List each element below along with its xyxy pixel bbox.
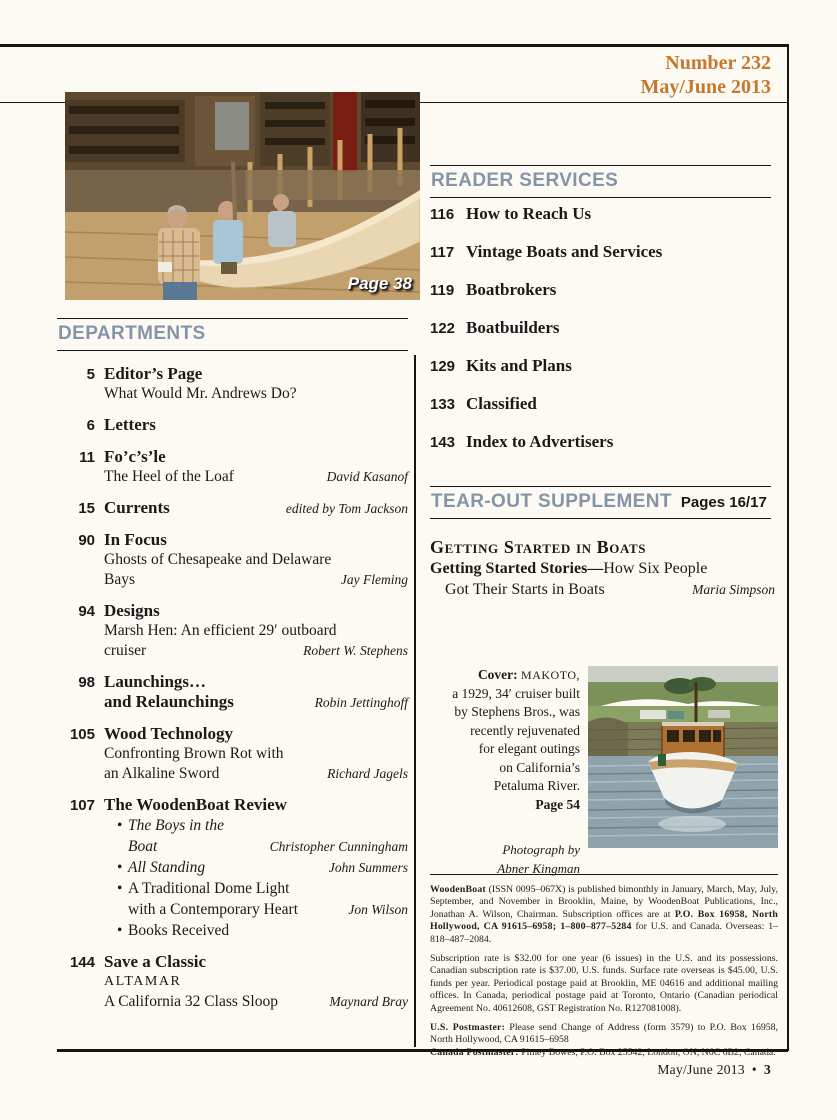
issue-header [430, 51, 771, 99]
workshop-photo-illustration [65, 92, 420, 300]
bullet-icon: • [751, 1062, 757, 1077]
bullet-icon: • [117, 817, 123, 834]
toc-entry-launchings: 98 Launchings… and Relaunchings Robin Jettinghoff [78, 672, 408, 711]
reader-services-entry: 119 Boatbrokers [430, 280, 557, 299]
tearout-heading: TEAR-OUT SUPPLEMENT Pages 16/17 [430, 486, 771, 519]
column-divider-rule [414, 355, 416, 1047]
footer-page-number: 3 [763, 1062, 771, 1077]
review-item: • All Standing John Summers [117, 859, 408, 876]
reader-services-heading: READER SERVICES [430, 165, 771, 198]
reader-services-entry: 117 Vintage Boats and Services [430, 242, 663, 261]
issue-number: Number 232 [665, 52, 771, 74]
toc-entry-save-a-classic: 144 Save a Classic ALTAMAR A California 32 Class Sloop Maynard Bray [69, 952, 408, 1010]
toc-entry-designs: 94 Designs Marsh Hen: An efficient 29′ outboard cruiser Robert W. Stephens [78, 601, 408, 659]
reader-services-entry: 143 Index to Advertisers [430, 432, 614, 451]
reader-services-entry: 116 How to Reach Us [430, 204, 592, 223]
toc-entry-in-focus: 90 In Focus Ghosts of Chesapeake and Delaware Bays Jay Fleming [78, 530, 408, 588]
page-footer [657, 1062, 771, 1078]
toc-entry-editors-page: 5 Editor’s Page What Would Mr. Andrews Do? [86, 364, 297, 402]
toc-entry-wood-technology: 105 Wood Technology Confronting Brown Rot with an Alkaline Sword Richard Jagels [69, 724, 408, 782]
issue-date: May/June 2013 [640, 76, 771, 98]
workshop-photo-caption: Page 38 [347, 274, 412, 293]
bullet-icon: • [117, 880, 123, 897]
cover-photo-illustration [588, 666, 778, 848]
workshop-photo [65, 92, 420, 300]
fine-print-us-postmaster: U.S. Postmaster: Please send Change of Address (form 3579) to P.O. Box 16958, North Hollywood, CA 91615–6958 [430, 1022, 778, 1046]
cover-photo-credit: Photograph by Abner Kingman [497, 842, 580, 876]
fine-print-issn: WoodenBoat (ISSN 0095–067X) is published bimonthly in January, March, May, July, September, and November in Brooklin, Maine, by WoodenBoat Publications, Inc., Jonathan A. Wilson, Chairman. Subscription offices are at P.O. Box 16958, North Hollywood, CA 91615–6958; 1–800–877–5284 for U.S. and Canada. Overseas: 1–818–487–2084. [430, 884, 779, 945]
cover-block [428, 666, 778, 878]
cover-photo [588, 666, 778, 848]
cover-page-ref: Page 54 [535, 796, 580, 812]
reader-services-section [430, 165, 771, 198]
departments-list [57, 364, 408, 1012]
reader-services-entry: 122 Boatbuilders [430, 318, 560, 337]
reader-services-entry: 133 Classified [430, 394, 537, 413]
footer-date: May/June 2013 [657, 1062, 745, 1077]
toc-entry-letters: 6 Letters [86, 415, 156, 434]
cover-boat-name: MAKOTO, [521, 668, 580, 682]
departments-section [57, 318, 408, 1023]
review-item: • A Traditional Dome Light [117, 880, 290, 897]
reader-services-entry: 129 Kits and Plans [430, 356, 572, 375]
fine-print-subscription: Subscription rate is $32.00 for one year (6 issues) in the U.S. and its possessions. Canadian subscription rate is $37.00, U.S. funds. Surface rate overseas is $45.00, U.S. funds per year. Periodical postage paid at Brooklin, ME 04616 and additional mailing offices. In Canada, periodical postage paid at Toronto, Ontario (Canadian periodical Agreement No. 40612608, GST Registration No. R127081008). [430, 953, 778, 1014]
cover-description: Cover: MAKOTO, a 1929, 34′ cruiser built by Stephens Bros., was recently rejuvenated for elegant outings on California’s Petaluma River. Page 54 Photograph by Abner Kingman [428, 666, 588, 878]
bullet-icon: • [117, 922, 123, 939]
departments-heading: DEPARTMENTS [57, 318, 408, 351]
right-border-rule [787, 44, 789, 1051]
reader-services-list [430, 204, 771, 470]
fine-print-canada-postmaster: Canada Postmaster: Pitney Bowes, P.O. Box 25542, London, ON, N6C 6B2, Canada. [430, 1046, 776, 1058]
getting-started-title: Getting Started in Boats [430, 537, 647, 557]
tearout-section [430, 486, 771, 519]
top-rule [0, 44, 789, 47]
getting-started-block: Getting Started in Boats Getting Started Stories—How Six People Got Their Starts in Boats Maria Simpson [430, 537, 775, 598]
review-item: • Books Received [117, 922, 230, 939]
tearout-pages: Pages 16/17 [680, 494, 767, 511]
toc-entry-currents: 15 Currents edited by Tom Jackson [78, 498, 408, 517]
review-item: • The Boys in the [117, 817, 224, 834]
bullet-icon: • [117, 859, 123, 876]
toc-entry-woodenboat-review: 107 The WoodenBoat Review • The Boys in the Boat Christopher Cunningham • All Standing John Summers • A Traditional Dome Light with a Contemporary Heart Jon Wilson • Books Received [69, 795, 408, 939]
toc-entry-focsle: 11 Fo’c’s’le The Heel of the Loaf David Kasanof [79, 447, 408, 485]
publication-fine-print [430, 874, 778, 1059]
cover-label: Cover: [477, 667, 518, 682]
